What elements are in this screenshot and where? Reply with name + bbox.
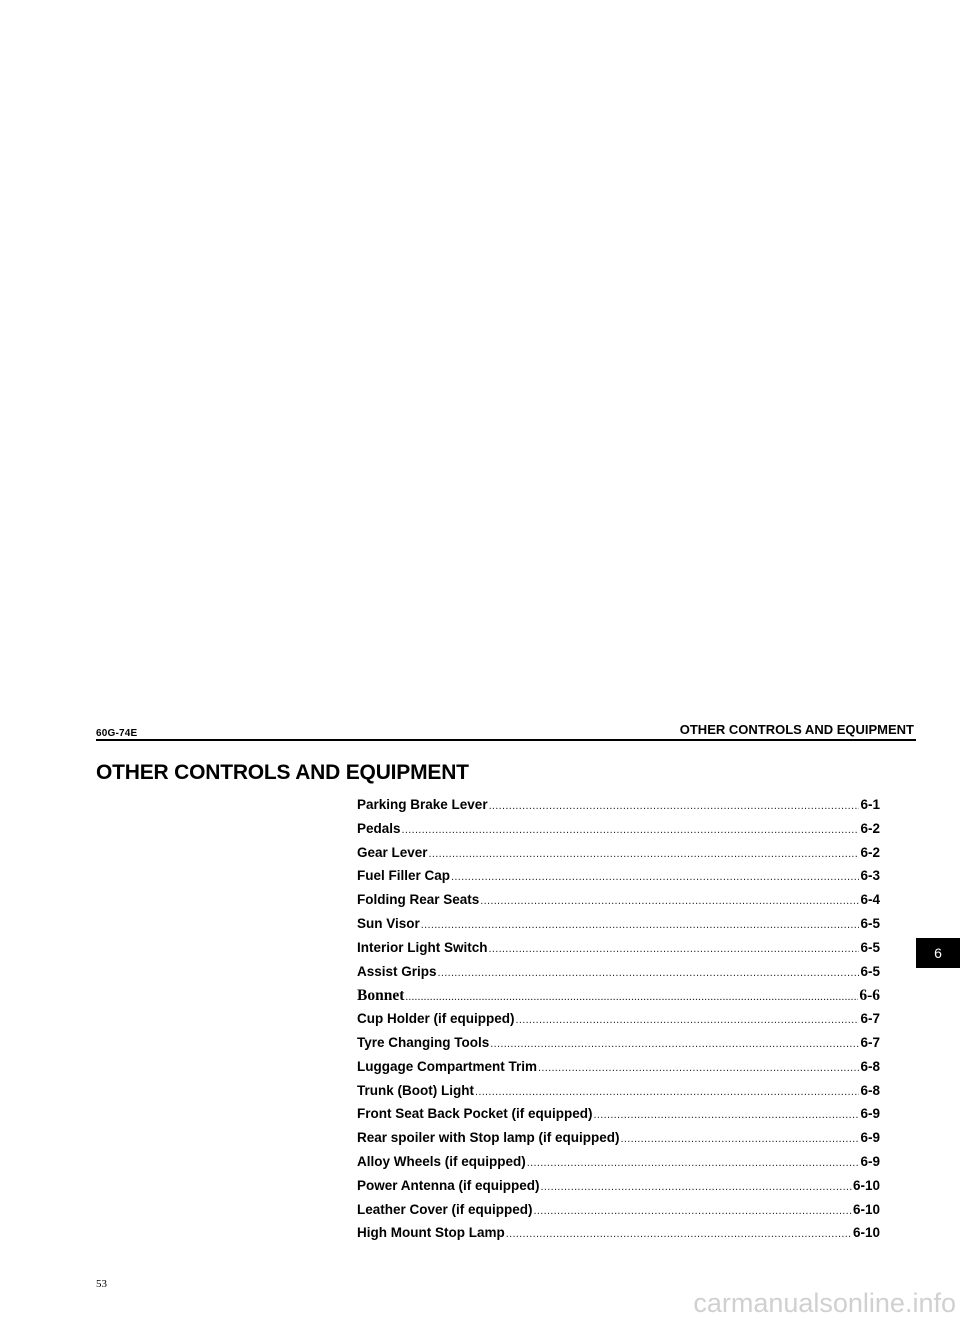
toc-leader [475,1086,860,1098]
toc-row[interactable] [357,797,880,821]
toc-leader [538,1062,859,1074]
toc-page: 6-10 [852,1201,880,1217]
header-code: 60G-74E [96,728,138,739]
toc-label: Cup Holder (if equipped) [357,1011,515,1027]
toc-page: 6-6 [859,987,880,1005]
toc-page: 6-5 [860,939,880,955]
toc-label: Tyre Changing Tools [357,1034,490,1050]
toc-label: Sun Visor [357,915,420,931]
toc-leader [506,1228,852,1240]
toc-leader [594,1109,860,1121]
toc-page: 6-10 [852,1225,880,1241]
toc-leader [405,991,858,1003]
toc-row[interactable] [357,1035,880,1059]
toc-row[interactable] [357,940,880,964]
toc-leader [421,919,860,931]
toc-label: Assist Grips [357,963,437,979]
header-rule [96,739,916,741]
toc-label: Trunk (Boot) Light [357,1082,474,1098]
toc-leader [541,1181,852,1193]
toc-row[interactable] [357,845,880,869]
section-title: OTHER CONTROLS AND EQUIPMENT [96,761,469,784]
toc-page: 6-7 [860,1011,880,1027]
toc-page: 6-1 [860,797,880,812]
toc-row[interactable] [357,821,880,845]
toc-leader [429,848,860,860]
toc-page: 6-3 [860,868,880,884]
toc-row[interactable] [357,1011,880,1035]
chapter-tab[interactable] [916,938,960,968]
toc-label: Interior Light Switch [357,939,488,955]
page-number: 53 [96,1278,107,1290]
toc-label: Gear Lever [357,844,428,860]
toc-label: Leather Cover (if equipped) [357,1201,533,1217]
chapter-tab-label: 6 [934,945,942,961]
toc-label: Rear spoiler with Stop lamp (if equipped) [357,1130,620,1146]
toc-row[interactable] [357,916,880,940]
toc-page: 6-7 [860,1034,880,1050]
toc-leader [489,800,860,812]
toc-leader [489,943,860,955]
header-title: OTHER CONTROLS AND EQUIPMENT [679,722,914,737]
toc-leader [490,1038,859,1050]
toc-label: Luggage Compartment Trim [357,1058,538,1074]
toc-page: 6-5 [860,963,880,979]
watermark: carmanualsonline.info [693,1288,956,1318]
table-of-contents [357,797,880,1249]
toc-page: 6-9 [860,1130,880,1146]
toc-row[interactable] [357,1202,880,1226]
toc-row[interactable] [357,1154,880,1178]
toc-row[interactable] [357,1083,880,1107]
toc-row[interactable] [357,1225,880,1249]
toc-page: 6-4 [860,892,880,908]
toc-label: High Mount Stop Lamp [357,1225,505,1241]
toc-page: 6-2 [860,820,880,836]
toc-leader [451,871,859,883]
toc-leader [534,1205,852,1217]
toc-label: Fuel Filler Cap [357,868,451,884]
toc-page: 6-8 [860,1058,880,1074]
toc-leader [516,1014,860,1026]
toc-row[interactable] [357,964,880,988]
toc-leader [480,895,859,907]
toc-row[interactable] [357,892,880,916]
toc-page: 6-8 [860,1082,880,1098]
toc-leader [438,967,860,979]
toc-label: Folding Rear Seats [357,892,480,908]
toc-page: 6-10 [852,1177,880,1193]
toc-label: Alloy Wheels (if equipped) [357,1153,526,1169]
toc-label: Power Antenna (if equipped) [357,1177,540,1193]
toc-row[interactable] [357,987,880,1011]
toc-row[interactable] [357,1130,880,1154]
toc-label: Bonnet [357,987,405,1005]
toc-leader [402,824,860,836]
toc-row[interactable] [357,1106,880,1130]
toc-page: 6-2 [860,844,880,860]
toc-page: 6-5 [860,915,880,931]
toc-label: Front Seat Back Pocket (if equipped) [357,1106,593,1122]
toc-row[interactable] [357,1059,880,1083]
toc-row[interactable] [357,868,880,892]
toc-leader [621,1133,860,1145]
toc-leader [527,1157,860,1169]
toc-page: 6-9 [860,1106,880,1122]
toc-label: Parking Brake Lever [357,797,488,812]
toc-label: Pedals [357,820,401,836]
toc-page: 6-9 [860,1153,880,1169]
toc-row[interactable] [357,1178,880,1202]
